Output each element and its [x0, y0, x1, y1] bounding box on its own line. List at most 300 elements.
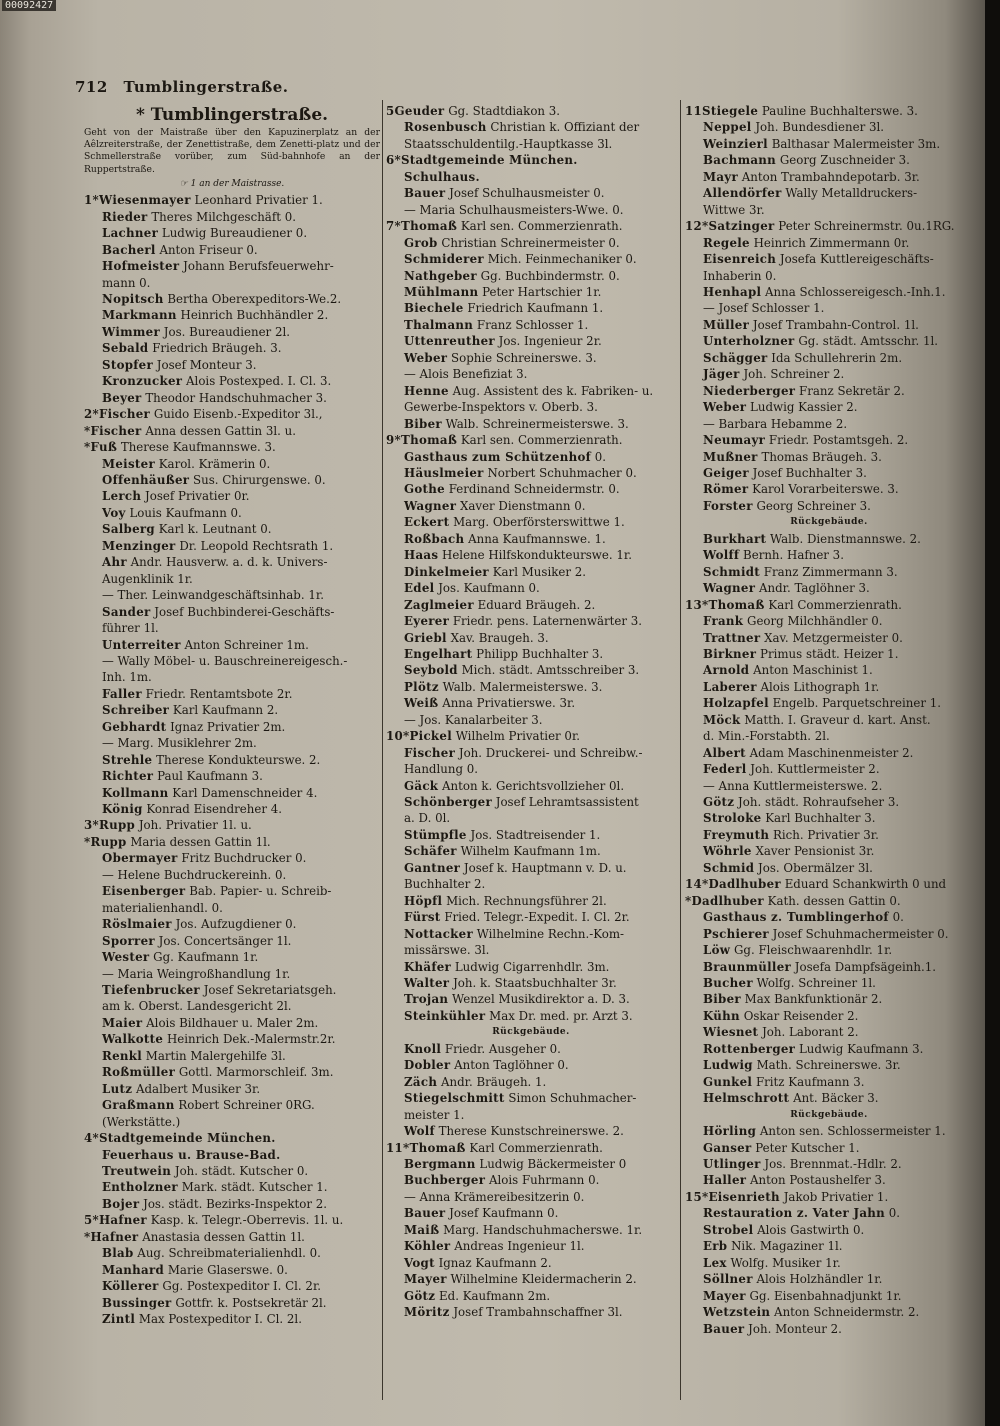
- resident-details: Xav. Metzgermeister 0.: [764, 630, 903, 645]
- resident-surname: Treutwein: [102, 1164, 172, 1178]
- resident-entry: [685, 333, 973, 349]
- resident-details: Joh. k. Staatsbuchhalter 3r.: [453, 976, 617, 991]
- resident-entry: [386, 251, 676, 267]
- resident-surname: Lerch: [102, 489, 142, 504]
- entry-continuation: — Anna Kuttlermeisterswe. 2.: [703, 778, 883, 793]
- resident-details: Paul Kaufmann 3.: [157, 769, 263, 784]
- resident-surname: Bergmann: [404, 1157, 476, 1171]
- resident-entry: [685, 169, 973, 185]
- resident-details: Anton Trambahndepotarb. 3r.: [741, 169, 920, 184]
- resident-entry: [386, 1090, 676, 1106]
- resident-surname: Roßmüller: [102, 1065, 176, 1080]
- resident-surname: Biechele: [404, 301, 464, 316]
- resident-details: Wenzel Musikdirektor a. D. 3.: [452, 992, 630, 1007]
- resident-entry: [685, 235, 973, 251]
- resident-details: Helene Hilfskondukteurswe. 1r.: [442, 548, 632, 563]
- resident-surname: Wester: [102, 950, 150, 965]
- resident-surname: Regele: [703, 235, 750, 250]
- resident-surname: Buchberger: [404, 1173, 486, 1188]
- resident-details: Andr. Taglöhner 3.: [758, 581, 870, 596]
- resident-details: Alois Lithograph 1r.: [760, 679, 880, 694]
- resident-entry: [685, 745, 973, 761]
- resident-entry: [386, 300, 676, 316]
- resident-entry: [84, 258, 380, 274]
- resident-surname: Eckert: [404, 515, 450, 530]
- resident-details: Balthasar Malermeister 3m.: [771, 136, 941, 151]
- running-title: Tumblingerstraße.: [123, 78, 289, 96]
- page-header: [75, 78, 289, 96]
- resident-details: Anton Friseur 0.: [159, 242, 258, 257]
- resident-entry: [84, 785, 380, 801]
- resident-entry: [685, 218, 973, 234]
- resident-surname: Weber: [703, 400, 747, 415]
- resident-details: Max Dr. med. pr. Arzt 3.: [489, 1008, 633, 1023]
- resident-details: Andreas Ingenieur 1l.: [454, 1239, 585, 1254]
- resident-details: Anna Schlossereigesch.-Inh.1.: [765, 284, 946, 299]
- resident-details: Alois Postexped. I. Cl. 3.: [186, 374, 332, 389]
- resident-surname: Menzinger: [102, 538, 176, 553]
- resident-details: Thomas Bräugeh. 3.: [761, 449, 882, 464]
- resident-details: Peter Hartschier 1r.: [482, 284, 602, 299]
- resident-entry: [386, 926, 676, 942]
- resident-entry: [685, 1205, 973, 1221]
- entry-continuation: — Marg. Musiklehrer 2m.: [102, 736, 257, 751]
- resident-details: Anton sen. Schlossermeister 1.: [759, 1124, 946, 1139]
- resident-entry: [386, 1008, 676, 1024]
- resident-details: Karl Buchhalter 3.: [765, 811, 876, 826]
- column-2: [386, 103, 676, 1321]
- resident-details: Matth. I. Graveur d. kart. Anst.: [744, 712, 931, 727]
- resident-entry: [386, 1156, 676, 1172]
- resident-entry: [386, 481, 676, 497]
- house-number: 11: [685, 104, 703, 118]
- resident-surname: Nopitsch: [102, 291, 164, 306]
- resident-details: Pauline Buchhalterswe. 3.: [761, 104, 918, 118]
- resident-surname: König: [102, 802, 143, 817]
- resident-surname: Wagner: [703, 581, 756, 596]
- page-number: 712: [75, 78, 108, 96]
- resident-details: Heinrich Zimmermann 0r.: [753, 235, 910, 250]
- resident-surname: Unterholzner: [703, 334, 795, 349]
- resident-details: Jakob Privatier 1.: [783, 1189, 889, 1204]
- resident-surname: Voy: [102, 505, 126, 520]
- resident-details: Marg. Oberförsterswittwe 1.: [453, 515, 625, 530]
- resident-details: Wilhelm Kaufmann 1m.: [460, 844, 601, 859]
- resident-entry: [386, 1074, 676, 1090]
- entry-continuation: — Wally Möbel- u. Bauschreinereigesch.-: [102, 653, 348, 668]
- resident-surname: Hafner: [90, 1229, 139, 1244]
- resident-details: Karl Damenschneider 4.: [172, 785, 318, 800]
- resident-details: Alois Holzhändler 1r.: [756, 1272, 883, 1287]
- resident-details: Wally Metalldruckers-: [785, 186, 918, 201]
- resident-entry: [386, 778, 676, 794]
- resident-details: Kasp. k. Telegr.-Oberrevis. 1l. u.: [150, 1213, 344, 1228]
- resident-surname: Hörling: [703, 1124, 757, 1139]
- house-note: ☞ 1 an der Maistrasse.: [179, 178, 285, 189]
- resident-details: Gg. Stadtdiakon 3.: [448, 104, 561, 118]
- entry-continuation: Handlung 0.: [404, 762, 478, 777]
- resident-entry: [386, 333, 676, 349]
- resident-details: Walb. Schreinermeisterswe. 3.: [445, 416, 629, 431]
- house-number: 4*: [84, 1131, 99, 1146]
- resident-details: Gg. Buchbindermstr. 0.: [480, 268, 620, 283]
- entry-continuation: Inhaberin 0.: [703, 268, 777, 283]
- resident-entry: [84, 505, 380, 521]
- resident-surname: Fischer: [98, 407, 151, 422]
- resident-details: Fritz Kaufmann 3.: [755, 1074, 865, 1089]
- resident-details: Franz Zimmermann 3.: [763, 564, 898, 579]
- resident-details: Karl Kaufmann 2.: [172, 703, 279, 718]
- house-number: 12*: [685, 219, 709, 234]
- resident-details: Georg Zuschneider 3.: [779, 153, 910, 168]
- resident-details: Mich. Feinmechaniker 0.: [487, 252, 637, 267]
- resident-details: Jos. städt. Bezirks-Inspektor 2.: [143, 1196, 328, 1211]
- house-number: *: [685, 893, 692, 908]
- resident-entry: [685, 564, 973, 580]
- resident-entry: [386, 416, 676, 432]
- resident-entry: [386, 745, 676, 761]
- resident-surname: Trojan: [404, 992, 449, 1007]
- resident-details: Nik. Magaziner 1l.: [731, 1239, 843, 1254]
- section-heading: Rückgebäude.: [790, 517, 868, 528]
- resident-surname: Stopfer: [102, 357, 153, 372]
- resident-surname: Lex: [703, 1255, 727, 1270]
- resident-details: Sus. Chirurgenswe. 0.: [193, 472, 326, 487]
- resident-details: Joh. Laborant 2.: [762, 1025, 859, 1040]
- resident-surname: Braunmüller: [703, 959, 792, 974]
- resident-entry: [386, 1288, 676, 1304]
- entry-continuation: Augenklinik 1r.: [102, 571, 193, 586]
- entry-continuation: — Maria Schulhausmeisters-Wwe. 0.: [404, 202, 624, 217]
- resident-surname: Walter: [404, 976, 450, 991]
- resident-details: Ferdinand Schneidermstr. 0.: [448, 482, 620, 497]
- resident-entry: [386, 152, 676, 168]
- resident-surname: Roßbach: [404, 531, 465, 546]
- resident-entry: [386, 613, 676, 629]
- resident-details: Joh. Monteur 2.: [748, 1321, 842, 1336]
- resident-surname: Köllerer: [102, 1279, 159, 1294]
- resident-details: Fritz Buchdrucker 0.: [181, 851, 307, 866]
- resident-entry: [84, 324, 380, 340]
- resident-entry: [84, 225, 380, 241]
- resident-surname: Stiegelschmitt: [404, 1091, 505, 1106]
- resident-entry: [84, 373, 380, 389]
- resident-entry: [685, 597, 973, 613]
- resident-details: Karl Musiker 2.: [492, 564, 586, 579]
- entry-continuation: Staatsschuldentilg.-Hauptkasse 3l.: [404, 136, 613, 151]
- resident-surname: Holzapfel: [703, 696, 769, 711]
- resident-entry: [84, 1015, 380, 1031]
- resident-surname: Lutz: [102, 1081, 133, 1096]
- resident-details: Anton Schreiner 1m.: [184, 637, 309, 652]
- resident-details: Friedr. Rentamtsbote 2r.: [145, 686, 293, 701]
- house-number: *: [84, 440, 91, 455]
- entry-continuation: — Maria Weingroßhandlung 1r.: [102, 966, 291, 981]
- resident-details: Walb. Dienstmannswe. 2.: [769, 531, 921, 546]
- resident-details: Josefa Dampfsägeinh.1.: [794, 959, 936, 974]
- resident-details: Norbert Schuhmacher 0.: [487, 465, 637, 480]
- resident-details: Louis Kaufmann 0.: [129, 505, 242, 520]
- resident-details: Ant. Bäcker 3.: [793, 1091, 879, 1106]
- resident-surname: Fischer: [90, 423, 142, 438]
- resident-entry: [84, 340, 380, 356]
- resident-details: Jos. Obermälzer 3l.: [758, 860, 873, 875]
- resident-details: Therese Kunstschreinerswe. 2.: [438, 1124, 624, 1139]
- resident-surname: Gasthaus z. Tumblingerhof: [703, 910, 889, 925]
- resident-entry: [685, 383, 973, 399]
- entry-continuation: — Anna Krämereibesitzerin 0.: [404, 1189, 585, 1204]
- resident-details: Wolfg. Musiker 1r.: [730, 1255, 841, 1270]
- resident-entry: [84, 637, 380, 653]
- resident-surname: Fischer: [404, 745, 456, 760]
- resident-details: Josef Buchhalter 3.: [752, 465, 867, 480]
- resident-details: Josef Buchbinderei-Geschäfts-: [154, 604, 335, 619]
- resident-entry: [685, 991, 973, 1007]
- resident-surname: Seybold: [404, 663, 458, 678]
- resident-surname: Schulhaus.: [404, 169, 480, 184]
- resident-details: Josef Lehramtsassistent: [495, 795, 639, 810]
- resident-entry: [84, 1196, 380, 1212]
- resident-details: Ludwig Bureaudiener 0.: [161, 226, 308, 241]
- resident-details: Ida Schullehrerin 2m.: [771, 350, 903, 365]
- resident-surname: Engelhart: [404, 646, 473, 661]
- resident-entry: [386, 1172, 676, 1188]
- resident-surname: Schönberger: [404, 795, 492, 810]
- entry-continuation: — Ther. Leinwandgeschäftsinhab. 1r.: [102, 588, 324, 603]
- resident-entry: [386, 1205, 676, 1221]
- resident-entry: [84, 883, 380, 899]
- column-divider: [680, 100, 681, 1400]
- resident-details: Joh. Privatier 1l. u.: [138, 818, 252, 833]
- entry-continuation: führer 1l.: [102, 621, 159, 636]
- resident-surname: Khäfer: [404, 959, 452, 974]
- resident-details: Joh. Druckerei- und Schreibw.-: [458, 745, 643, 760]
- resident-surname: Lachner: [102, 226, 159, 241]
- resident-details: Gg. städt. Amtsschr. 1l.: [798, 334, 939, 349]
- resident-entry: [685, 1238, 973, 1254]
- house-number: 10*: [386, 729, 410, 744]
- resident-entry: [386, 728, 676, 744]
- resident-entry: [386, 630, 676, 646]
- resident-details: Anton Taglöhner 0.: [454, 1058, 569, 1073]
- resident-details: Anastasia dessen Gattin 1l.: [142, 1229, 305, 1244]
- resident-details: Franz Sekretär 2.: [799, 383, 905, 398]
- resident-details: Peter Schreinermstr. 0u.1RG.: [778, 219, 955, 234]
- house-number: *: [84, 834, 91, 849]
- resident-surname: Wiesnet: [703, 1025, 759, 1040]
- resident-details: Fried. Telegr.-Expedit. I. Cl. 2r.: [444, 910, 630, 925]
- resident-entry: [685, 1123, 973, 1139]
- resident-entry: [84, 850, 380, 866]
- resident-entry: [685, 613, 973, 629]
- resident-surname: Trattner: [703, 630, 761, 645]
- resident-surname: Edel: [404, 581, 435, 596]
- resident-details: Jos. Stadtreisender 1.: [470, 827, 601, 842]
- resident-surname: Hafner: [98, 1213, 147, 1228]
- resident-surname: Weber: [404, 350, 448, 365]
- resident-details: Alois Fuhrmann 0.: [489, 1173, 600, 1188]
- resident-surname: Erb: [703, 1239, 728, 1254]
- resident-details: Konrad Eisendreher 4.: [146, 802, 283, 817]
- resident-details: Guido Eisenb.-Expeditor 3l.,: [153, 407, 323, 422]
- entry-continuation: missärswe. 3l.: [404, 943, 490, 958]
- resident-entry: [84, 719, 380, 735]
- resident-entry: [386, 1041, 676, 1057]
- entry-continuation: a. D. 0l.: [404, 811, 451, 826]
- resident-entry: [685, 119, 973, 135]
- resident-details: Theres Milchgeschäft 0.: [151, 209, 296, 224]
- column-divider: [382, 100, 383, 1400]
- resident-entry: [685, 185, 973, 201]
- resident-entry: [84, 982, 380, 998]
- resident-entry: [685, 860, 973, 876]
- house-number: 6*: [386, 153, 401, 168]
- column-3: [685, 103, 973, 1337]
- resident-details: Friedr. pens. Laternenwärter 3.: [452, 614, 643, 629]
- resident-entry: [84, 834, 380, 850]
- entry-continuation: — Alois Benefiziat 3.: [404, 367, 528, 382]
- resident-surname: Bacherl: [102, 242, 156, 257]
- resident-surname: Birkner: [703, 646, 757, 661]
- resident-surname: Markmann: [102, 308, 177, 323]
- resident-surname: Wetzstein: [703, 1305, 771, 1320]
- resident-details: Philipp Buchhalter 3.: [476, 646, 604, 661]
- resident-details: Anton Maschinist 1.: [753, 663, 873, 678]
- resident-surname: Röslmaier: [102, 917, 172, 932]
- resident-surname: Nottacker: [404, 926, 473, 941]
- resident-entry: [386, 1123, 676, 1139]
- resident-entry: [685, 1090, 973, 1106]
- resident-surname: Zintl: [102, 1312, 136, 1327]
- resident-entry: [685, 152, 973, 168]
- resident-details: Adam Maschinenmeister 2.: [749, 745, 914, 760]
- resident-surname: Thomaß: [400, 433, 458, 448]
- resident-surname: Möritz: [404, 1305, 450, 1320]
- entry-continuation: — Barbara Hebamme 2.: [703, 416, 848, 431]
- resident-surname: Burkhart: [703, 531, 767, 546]
- resident-details: Joh. Bundesdiener 3l.: [755, 120, 885, 135]
- resident-surname: Knoll: [404, 1041, 442, 1056]
- resident-surname: Zaglmeier: [404, 597, 474, 612]
- resident-details: Franz Schlosser 1.: [476, 317, 589, 332]
- section-heading: Rückgebäude.: [790, 1109, 868, 1120]
- house-number: 5: [386, 104, 395, 118]
- resident-surname: Griebl: [404, 630, 447, 645]
- resident-details: Jos. Aufzugdiener 0.: [175, 917, 297, 932]
- resident-details: Gottfr. k. Postsekretär 2l.: [175, 1295, 327, 1310]
- resident-entry: [685, 1255, 973, 1271]
- resident-entry: [84, 209, 380, 225]
- resident-surname: Bussinger: [102, 1295, 172, 1310]
- resident-details: Josef Trambahn-Control. 1l.: [752, 317, 919, 332]
- resident-details: Marie Glaserswe. 0.: [167, 1262, 288, 1277]
- resident-details: Gg. Postexpeditor I. Cl. 2r.: [162, 1279, 322, 1294]
- resident-surname: Niederberger: [703, 383, 796, 398]
- resident-entry: [386, 1304, 676, 1320]
- resident-details: Xav. Braugeh. 3.: [450, 630, 549, 645]
- resident-entry: [386, 449, 676, 465]
- resident-entry: [84, 1097, 380, 1113]
- resident-entry: [84, 472, 380, 488]
- resident-details: Wilhelm Privatier 0r.: [455, 729, 581, 744]
- resident-surname: Dadlhuber: [708, 877, 781, 892]
- entry-continuation: Buchhalter 2.: [404, 877, 486, 892]
- resident-surname: Mayer: [703, 1288, 746, 1303]
- resident-entry: [685, 103, 973, 119]
- resident-surname: Thomaß: [400, 219, 458, 234]
- resident-entry: [84, 686, 380, 702]
- resident-surname: Federl: [703, 762, 747, 777]
- resident-surname: Manhard: [102, 1262, 165, 1277]
- resident-surname: Köhler: [404, 1239, 451, 1254]
- resident-surname: Bachmann: [703, 153, 777, 168]
- resident-entry: [685, 827, 973, 843]
- resident-surname: Dobler: [404, 1058, 451, 1073]
- resident-surname: Offenhäußer: [102, 472, 190, 487]
- resident-surname: Wiesenmayer: [98, 193, 191, 208]
- resident-entry: [84, 488, 380, 504]
- resident-details: Christian k. Offiziant der: [490, 120, 640, 135]
- resident-surname: Henne: [404, 383, 449, 398]
- resident-details: Max Postexpeditor I. Cl. 2l.: [138, 1312, 302, 1327]
- resident-entry: [685, 1222, 973, 1238]
- resident-surname: Uttenreuther: [404, 334, 495, 349]
- resident-surname: Bucher: [703, 976, 753, 991]
- resident-entry: [685, 1024, 973, 1040]
- entry-continuation: (Werkstätte.): [102, 1114, 181, 1129]
- scan-edge: [985, 0, 1000, 1426]
- resident-entry: [386, 1271, 676, 1287]
- resident-surname: Jäger: [703, 367, 740, 382]
- resident-details: Jos. Ingenieur 2r.: [498, 334, 602, 349]
- resident-entry: [84, 1048, 380, 1064]
- resident-details: Josef Schuhmachermeister 0.: [772, 926, 949, 941]
- resident-surname: Götz: [404, 1288, 436, 1303]
- entry-continuation: — Helene Buchdruckereinh. 0.: [102, 867, 287, 882]
- resident-surname: Thalmann: [404, 317, 474, 332]
- house-number: 2*: [84, 407, 99, 422]
- entry-continuation: — Jos. Kanalarbeiter 3.: [404, 712, 543, 727]
- resident-entry: [386, 235, 676, 251]
- resident-entry: [685, 580, 973, 596]
- resident-entry: [386, 975, 676, 991]
- section-heading: Rückgebäude.: [492, 1027, 570, 1038]
- resident-details: Rich. Privatier 3r.: [772, 827, 879, 842]
- resident-surname: Geuder: [394, 104, 445, 118]
- resident-surname: Forster: [703, 498, 753, 513]
- resident-details: Andr. Hausverw. a. d. k. Univers-: [130, 555, 328, 570]
- resident-entry: [685, 942, 973, 958]
- resident-surname: Schmidt: [703, 564, 761, 579]
- resident-surname: Bauer: [703, 1321, 745, 1336]
- resident-details: Engelb. Parquetschreiner 1.: [772, 696, 942, 711]
- resident-entry: [386, 991, 676, 1007]
- resident-entry: [84, 538, 380, 554]
- resident-entry: [386, 119, 676, 135]
- resident-details: 0.: [892, 910, 904, 925]
- resident-details: Ed. Kaufmann 2m.: [439, 1288, 551, 1303]
- resident-details: Friedrich Bräugeh. 3.: [152, 341, 282, 356]
- resident-surname: Restauration z. Vater Jahn: [703, 1206, 886, 1221]
- resident-surname: Rieder: [102, 209, 148, 224]
- resident-details: Josef Monteur 3.: [156, 357, 257, 372]
- resident-surname: Müller: [703, 317, 750, 332]
- resident-details: Friedrich Kaufmann 1.: [467, 301, 604, 316]
- resident-details: Kath. dessen Gattin 0.: [767, 893, 901, 908]
- resident-details: Jos. Concertsänger 1l.: [158, 933, 292, 948]
- resident-surname: Thomaß: [708, 597, 765, 612]
- resident-surname: Wimmer: [102, 324, 161, 339]
